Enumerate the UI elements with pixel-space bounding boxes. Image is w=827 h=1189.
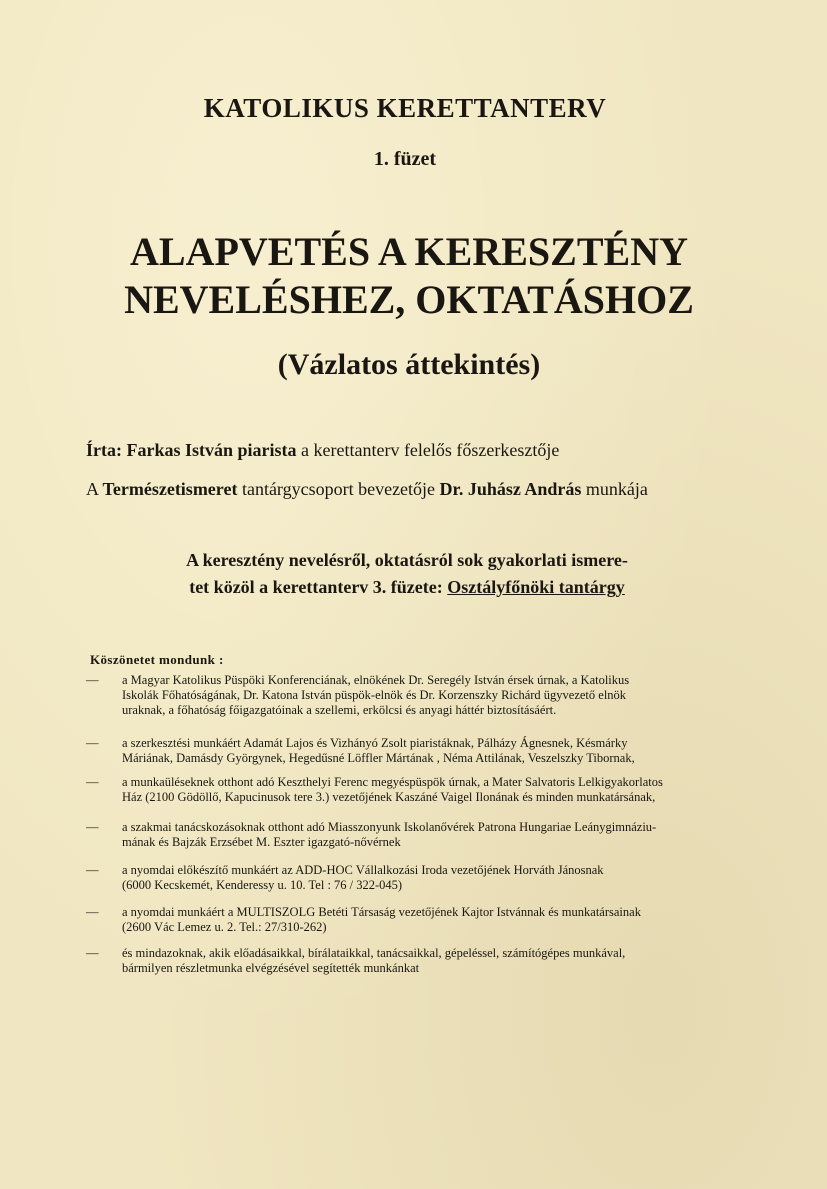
dash-bullet: — — [86, 905, 99, 919]
booklet-number: 1. füzet — [373, 148, 437, 170]
dash-bullet: — — [86, 863, 99, 877]
acknowledgement-line: Máriának, Damásdy Györgynek, Hegedűsné Löffler Mártának , Néma Attilának, Veszelszky Tibornak, — [122, 751, 635, 765]
acknowledgement-item — [86, 863, 726, 893]
dash-bullet: — — [86, 736, 99, 750]
intro-middle: tantárgycsoport bevezetője — [237, 479, 440, 499]
subtitle: (Vázlatos áttekintés) — [277, 348, 541, 381]
acknowledgement-item — [86, 820, 726, 850]
acknowledgement-item — [86, 736, 726, 766]
author-name: Farkas István piarista — [126, 440, 297, 460]
dash-bullet: — — [86, 946, 99, 960]
intro-prefix: A — [86, 479, 103, 499]
acknowledgement-line: a Magyar Katolikus Püspöki Konferenciának, elnökének Dr. Seregély István érsek úrnak, a Katolikus — [122, 673, 630, 687]
main-title-line-2: NEVELÉSHEZ, OKTATÁSHOZ — [124, 277, 694, 322]
acknowledgement-line: Iskolák Főhatóságának, Dr. Katona István püspök-elnök és Dr. Korzenszky Richárd ügyvezető elnök — [122, 688, 627, 702]
note-reference: Osztályfőnöki tantárgy — [447, 577, 625, 597]
acknowledgement-line: (6000 Kecskemét, Kenderessy u. 10. Tel : 76 / 322-045) — [122, 878, 403, 892]
acknowledgement-line: a szerkesztési munkáért Adamát Lajos és Vizhányó Zsolt piaristáknak, Pálházy Ágnesnek, Késmárky — [122, 736, 628, 750]
dash-bullet: — — [86, 775, 99, 789]
acknowledgement-line: bármilyen részletmunka elvégzésével segítették munkánkat — [122, 961, 420, 975]
author-label: Írta: — [86, 440, 122, 460]
intro-author: Dr. Juhász András — [439, 479, 582, 499]
series-title: KATOLIKUS KERETTANTERV — [203, 93, 607, 123]
main-title — [0, 228, 818, 324]
dash-bullet: — — [86, 673, 99, 687]
acknowledgement-item — [86, 905, 726, 935]
dash-bullet: — — [86, 820, 99, 834]
acknowledgement-line: mának és Bajzák Erzsébet M. Eszter igazgató-nővérnek — [122, 835, 401, 849]
acknowledgement-line: uraknak, a főhatóság főigazgatóinak a szellemi, erkölcsi és anyagi háttér biztosításáért. — [122, 703, 557, 717]
acknowledgement-line: a nyomdai előkészítő munkáért az ADD-HOC Vállalkozási Iroda vezetőjének Horváth Jánosnak — [122, 863, 604, 877]
main-title-line-1: ALAPVETÉS A KERESZTÉNY — [130, 229, 688, 274]
note-line-1: A keresztény nevelésről, oktatásról sok gyakorlati ismere- — [186, 550, 628, 570]
thanks-heading: Köszönetet mondunk : — [90, 652, 224, 667]
acknowledgement-item — [86, 673, 726, 718]
intro-suffix: munkája — [581, 479, 648, 499]
acknowledgement-line: a munkaüléseknek otthont adó Keszthelyi Ferenc megyéspüspök úrnak, a Mater Salvatoris Lelkigyakorlatos — [122, 775, 663, 789]
acknowledgement-item — [86, 775, 726, 805]
acknowledgement-item — [86, 946, 726, 976]
note-line-2-prefix: tet közöl a kerettanterv 3. füzete: — [189, 577, 448, 597]
intro-author-line — [86, 479, 648, 500]
acknowledgement-line: (2600 Vác Lemez u. 2. Tel.: 27/310-262) — [122, 920, 327, 934]
acknowledgement-line: és mindazoknak, akik előadásaikkal, bírálataikkal, tanácsaikkal, gépeléssel, számítógépes munkával, — [122, 946, 626, 960]
acknowledgement-line: Ház (2100 Gödöllő, Kapucinusok tere 3.) vezetőjének Kaszáné Vaigel Ilonának és minden munkatársának, — [122, 790, 656, 804]
intro-subject: Természetismeret — [102, 479, 238, 499]
author-line — [86, 440, 559, 461]
author-role: a kerettanterv felelős főszerkesztője — [296, 440, 560, 460]
acknowledgement-line: a szakmai tanácskozásoknak otthont adó Miasszonyunk Iskolanővérek Patrona Hungariae Leánygimnáziu- — [122, 820, 657, 834]
acknowledgement-line: a nyomdai munkáért a MULTISZOLG Betéti Társaság vezetőjének Kajtor Istvánnak és munkatársainak — [122, 905, 641, 919]
note-line-2 — [0, 577, 814, 598]
